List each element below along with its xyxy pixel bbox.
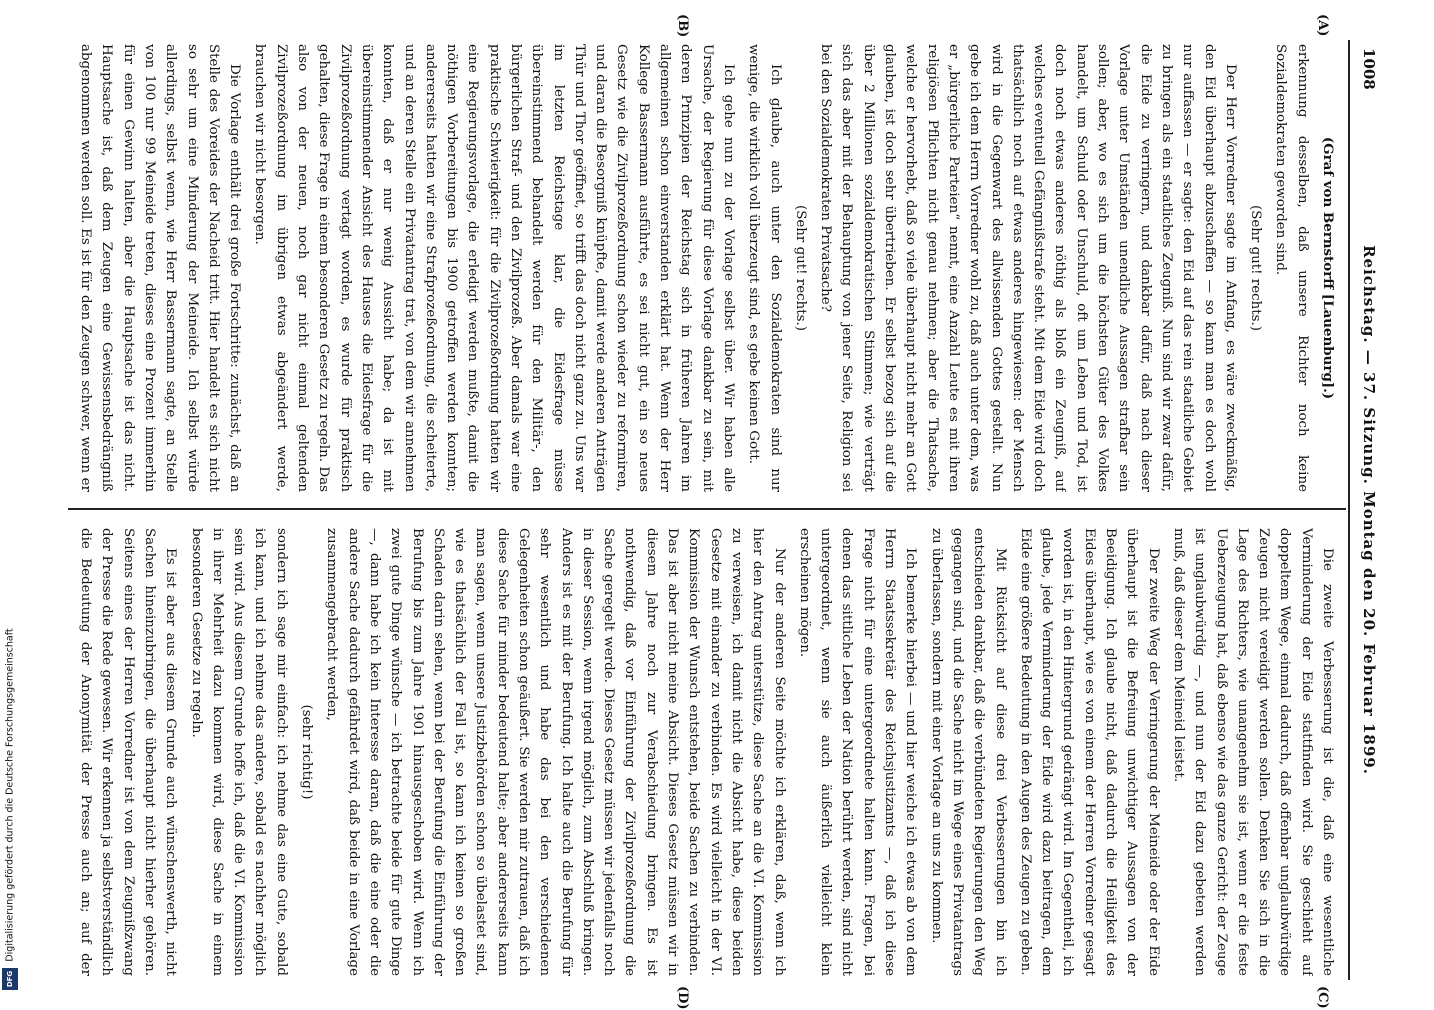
column-divider xyxy=(68,508,1346,510)
paragraph: Ich bemerke hierbei — und hier weiche ich etwas ab von dem Herrn Staatssekretär des Reichsjustizamts —, daß ich diese Frage nicht für eine untergeordnete halten kann. Fragen, bei denen das sittliche Leben der Nation berührt werden, sind nicht untergeordnet, wenn sie auch äußerlich vielleicht klein erscheinen mögen. xyxy=(796,528,919,976)
paragraph: Die zweite Verbesserung ist die, daß eine wesentliche Verminderung der Eide stattfinden wird. Sie geschieht auf doppeltem Wege, einmal dadurch, daß offenbar unglaubwürdige Zeugen nicht vereidigt werden sollen. Denken Sie sich in die Lage des Richters, wie unangenehm sie ist, wenn er die feste Ueberzeugung hat, daß ebenso wie das ganze Gericht: der Zeuge ist unglaubwürdig —, und nun der Eid dazu gebeten werden muß, daß dieser dem Meineid leistet. xyxy=(1170,528,1335,976)
paragraph: Mit Rücksicht auf diese drei Verbesserungen bin ich entschieden dankbar, daß die verbündeten Regierungen den Weg gegangen sind, und die Sache nicht im Wege eines Privatantrags zu überlassen, sondern mit einer Vorlage an uns zu kommen. xyxy=(928,528,1008,976)
left-column xyxy=(76,44,1338,492)
page-area xyxy=(60,14,1390,1010)
right-column xyxy=(76,528,1338,976)
margin-mark-a: (A) xyxy=(1315,14,1330,37)
paragraph: Der zweite Weg der Verringerung der Meineide oder der Eide überhaupt ist die Befreiung unwichtiger Aussagen von der Beeidigung. Ich glaube nicht, daß dadurch die Heiligkeit des Eides überhaupt, wie es von einem der Herren Vorredner gesagt worden ist, in den Hintergrund gedrängt wird. Im Gegentheil, ich glaube, jede Verminderung der Eide wird dazu beitragen, dem Eide eine größere Bedeutung in den Augen des Zeugen zu geben. xyxy=(1017,528,1161,976)
paragraph: Ich gehe nun zu der Vorlage selbst über. Wir haben alle Ursache, der Regierung für diese Vorlage dankbar zu sein, mit deren Prinzipien der Reichstag sich in früheren Jahren im allgemeinen schon einverstanden erklärt hat. Wenn der Herr Kollege Bassermann ausführte, es sei nicht gut, ein so neues Gesetz wie die Zivilprozeßordnung schon wieder zu reformiren, und daran die Besorgniß knüpfte, damit werde anderen Anträgen Thür und Thor geöffnet, so trifft das doch nicht ganz zu. Uns war im letzten Reichstage klar, die Eidesfrage müsse übereinstimmend behandelt werden für den Militär-, den bürgerlichen Straf- und den Zivilprozeß. Aber damals war eine praktische Schwierigkeit: für die Zivilprozeßordnung hatten wir eine Regierungsvorlage, die erledigt werden mußte, damit die nöthigen Vorbereitungen bis 1900 getroffen werden konnten; andererseits hatten wir eine Strafprozeßordnung, die scheiterte, und an deren Stelle ein Privatantrag trat, von dem wir annehmen konnten, daß er nur wenig Aussicht habe; da ist mit übereinstimmender Ansicht des Hauses die Eidesfrage für die Zivilprozeßordnung vertagt worden, es wurde für praktisch gehalten, diese Frage in einem besonderen Gesetz zu regeln. Das also von der neuen, noch gar nicht einmal geltenden Zivilprozeßordnung im übrigen etwas abgeändert werde, brauchen wir nicht besorgen. xyxy=(252,44,736,492)
paragraph: Der Herr Vorredner sagte im Anfang, es wäre zweckmäßig, den Eid überhaupt abzuschaffen — so kann man es doch wohl nur auffassen — er sagte: den Eid auf das rein staatliche Gebiet zu bringen als ein staatliches Zeugniß. Nun sind wir zwar dafür, die Eide zu verringern, und dankbar dafür, daß nach dieser Vorlage unter Umständen unendliche Aussagen strafbar sein sollen; aber, wo es sich um die höchsten Güter des Volkes handelt, um Schuld oder Unschuld, oft um Leben und Tod, ist doch noch etwas anderes nöthig als bloß ein Zeugniß, auf welches eventuell Gefängnißstrafe steht. Mit dem Eide wird doch thatsächlich noch auf etwas anderes hingewiesen: der Mensch wird in die Gegenwart des allwissenden Gottes gestellt. Nun gebe ich dem Herrn Vorredner wohl zu, daß auch unter dem, was er „bürgerliche Parteien“ nennt, eine Anzahl Leute es mit ihren religiösen Pflichten nicht genau nehmen; aber die Thatsache, welche er hervorhebt, daß so viele überhaupt nicht mehr an Gott glauben, ist doch sehr übertrieben. Er selbst bezog sich auf die über 2 Millionen sozialdemokratischen Stimmen; wie verträgt sich das aber mit der Behauptung von jener Seite, Religion sei bei den Sozialdemokraten Privatsache? xyxy=(818,44,1238,492)
margin-mark-d: (D) xyxy=(675,986,690,1010)
interjection: (Sehr gut! rechts.) xyxy=(792,204,808,331)
margin-mark-b: (B) xyxy=(675,14,690,38)
paragraph: Es ist aber aus diesem Grunde auch wünschenswerth, nicht Sachen hineinzubringen, die überhaupt nicht hierher gehören. Seitens eines der Herren Vorredner ist von dem Zeugnißzwang der Presse die Rede gewesen. Wir erkennen ja selbstverständlich die Bedeutung der Anonymität der Presse auch an; auf der xyxy=(78,528,179,976)
paragraph: Die Vorlage enthält drei große Fortschritte: zunächst, daß an Stelle des Voreides der Nacheid tritt. Hier handelt es sich nicht so sehr um eine Minderung der Meineide. Ich selbst würde allerdings, selbst wenn, wie Herr Bassermann sagte, an Stelle von 100 nur 99 Meineide treten, dieses eine Prozent immerhin für einen Gewinn halten, aber die Hauptsache ist das nicht. Hauptsache ist, daß dem Zeugen eine Gewissensbedrängniß abgenommen werden soll. Es ist für den Zeugen schwer, wenn er xyxy=(78,44,243,492)
digitization-credit: Digitalisierung gefördert durch die Deutsche Forschungsgemeinschaft xyxy=(4,628,16,962)
page-title: Reichstag. — 37. Sitzung. Montag den 20. Februar 1899. xyxy=(1360,245,1378,775)
speaker-line: (Graf von Bernstorff [Lauenburg].) xyxy=(1320,136,1336,400)
paragraph: sondern ich sage mir einfach: ich nehme das eine Gute, sobald ich kann, und ich nehme das andere, sobald es nachher möglich sein wird. Aus diesem Grunde hoffe ich, daß die VI. Kommission in ihrer Mehrheit dazu kommen wird, diese Sache in einem besonderen Gesetze zu regeln. xyxy=(188,528,289,976)
interjection: (sehr richtig!) xyxy=(299,704,315,800)
page-header xyxy=(1348,40,1384,980)
paragraph: Nur der anderen Seite möchte ich erklären, daß, wenn ich hier den Antrag unterstütze, diese Sache an die VI. Kommission zu verweisen, ich damit nicht die Absicht habe, diese beiden Gesetze mit einander zu verbinden. Es wird vielleicht in der VI. Kommission der Wunsch entstehen, beide Sachen zu verbinden. Das ist aber nicht meine Absicht. Dieses Gesetz müssen wir in diesem Jahre noch zur Verabschiedung bringen. Es ist nothwendig, daß vor Einführung der Zivilprozeßordnung die Sache geregelt werde. Dieses Gesetz müssen wir jedenfalls noch in dieser Session, wenn irgend möglich, zum Abschluß bringen. Anders ist es mit der Berufung. Ich halte auch die Berufung für sehr wesentlich und habe das bei den verschiedenen Gelegenheiten schon geäußert. Sie werden mir zutrauen, daß ich diese Sache für minder bedeutend halte; aber andererseits kann man sagen, wenn unsere Justizbehörden schon so übelastet sind, wie es thatsächlich der Fall ist, so kann ich keinen so großen Schaden darin sehen, wenn bei der Berufung die Einführung der Berufung bis zum Jahre 1901 hinausgeschoben wird. Wenn ich zwei gute Dinge wünsche — ich betrachte beide für gute Dinge —, dann habe ich kein Interesse daran, daß die eine oder die andere Sache dadurch gefährdet wird, daß beide in eine Vorlage zusammengebracht werden, xyxy=(324,528,787,976)
rotated-page-content xyxy=(60,14,1390,1010)
paragraph: erkennung desselben, daß unsere Richter noch keine Sozialdemokraten geworden sind. xyxy=(1273,44,1310,492)
interjection: (Sehr gut! rechts.) xyxy=(1248,204,1264,331)
dfg-logo: DFG xyxy=(2,968,18,990)
page-number: 1008 xyxy=(1360,48,1378,90)
margin-mark-c: (C) xyxy=(1315,986,1330,1009)
paragraph: Ich glaube, auch unter den Sozialdemokraten sind nur wenige, die wirklich voll überzeugt sind, es gebe keinen Gott. xyxy=(746,44,783,492)
